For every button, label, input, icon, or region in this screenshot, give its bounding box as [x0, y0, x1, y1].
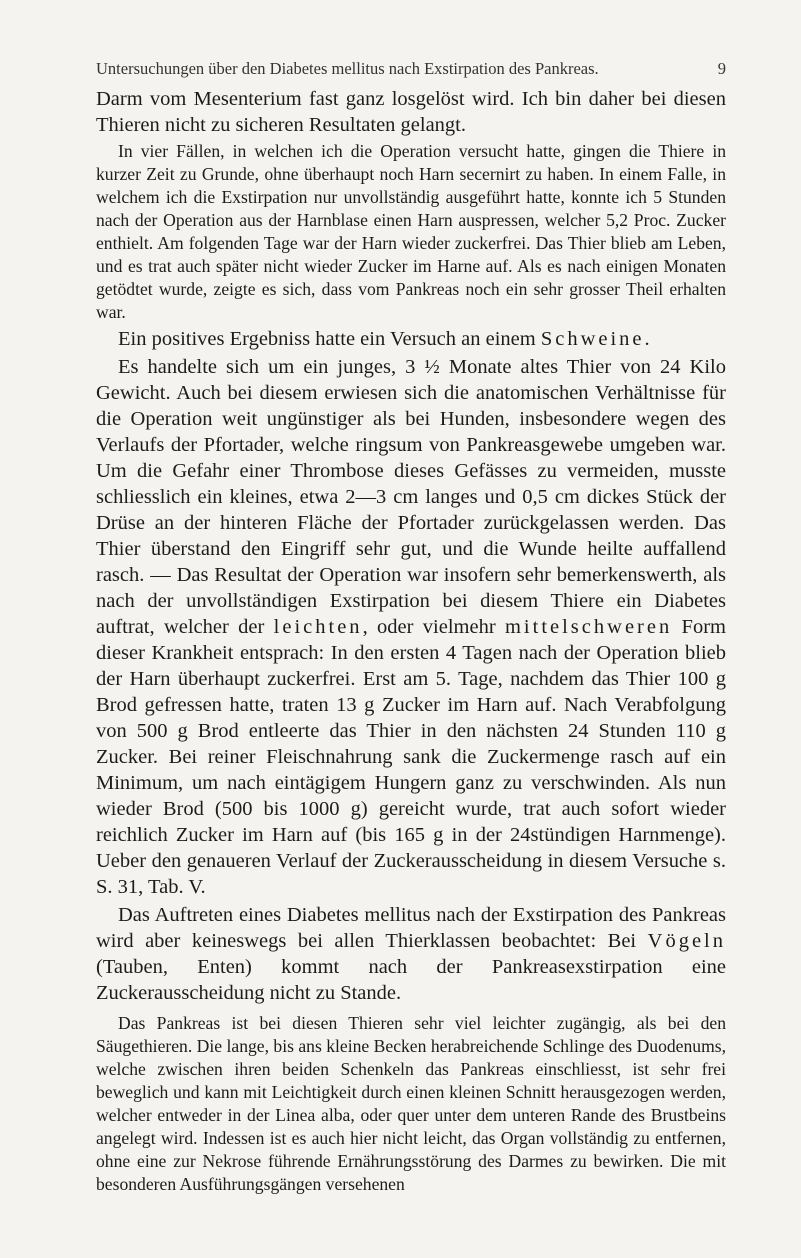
- p4-text-a: Es handelte sich um ein junges, 3 ½ Monate altes Thier von 24 Kilo Gewicht. Auch bei diesem erwiesen sich die anatomischen Verhältnisse für die Operation weit ungünstiger als bei Hunden, insbesondere wegen des Verlaufs der Pfortader, welche ringsum von Pankreasgewebe umgeben war. Um die Gefahr einer Thrombose dieses Gefässes zu vermeiden, musste schliesslich ein kleines, etwa 2—3 cm langes und 0,5 cm dickes Stück der Drüse an der hinteren Fläche der Pfortader zurückgelassen werden. Das Thier überstand den Eingriff sehr gut, und die Wunde heilte auffallend rasch. — Das Resultat der Operation war insofern sehr bemerkenswerth, als nach der unvollständigen Exstirpation bei diesem Thiere ein Diabetes auftrat, welcher der: [96, 356, 726, 638]
- paragraph-2: In vier Fällen, in welchen ich die Operation versucht hatte, gingen die Thiere in kurzer Zeit zu Grunde, ohne überhaupt noch Harn secernirt zu haben. In einem Falle, in welchem ich die Exstirpation nur unvollständig ausgeführt hatte, konnte ich 5 Stunden nach der Operation aus der Harnblase einen Harn auspressen, welcher 5,2 Proc. Zucker enthielt. Am folgenden Tage war der Harn wieder zuckerfrei. Das Thier blieb am Leben, und es trat auch später nicht wieder Zucker im Harne auf. Als es nach einigen Monaten getödtet wurde, zeigte es sich, dass vom Pankreas noch ein sehr grosser Theil erhalten war.: [96, 141, 726, 322]
- p5-text-b: (Tauben, Enten) kommt nach der Pankreasexstirpation eine Zuckerausscheidung nicht zu Stande.: [96, 956, 726, 1004]
- p3-spaced-word: Schweine: [540, 328, 645, 350]
- paragraph-1: Darm vom Mesenterium fast ganz losgelöst wird. Ich bin daher bei diesen Thieren nicht zu sicheren Resultaten gelangt.: [96, 88, 726, 136]
- paragraph-5: [96, 902, 726, 1006]
- p3-text-b: .: [644, 328, 650, 350]
- p4-spaced-mittelschweren: mittelschweren: [504, 616, 673, 638]
- paragraph-4: [96, 354, 726, 900]
- p5-text-a: Das Auftreten eines Diabetes mellitus nach der Exstirpation des Pankreas wird aber keineswegs bei allen Thierklassen beobachtet: Bei: [96, 904, 726, 952]
- paragraph-6: Das Pankreas ist bei diesen Thieren sehr viel leichter zugängig, als bei den Säugethieren. Die lange, bis ans kleine Becken herabreichende Schlinge des Duodenums, welche zwischen ihren beiden Schenkeln das Pankreas einschliesst, ist sehr frei beweglich und kann mit Leichtigkeit durch einen kleinen Schnitt herausgezogen werden, welcher entweder in der Linea alba, oder quer unter dem unteren Rande des Brustbeins angelegt wird. Indessen ist es auch hier nicht leicht, das Organ vollständig zu entfernen, ohne eine zur Nekrose führende Ernährungsstörung des Darmes zu bewirken. Die mit besonderen Ausführungsgängen versehenen: [96, 1013, 726, 1194]
- p4-spaced-leichten: leichten: [273, 616, 363, 638]
- paragraph-3: [96, 326, 726, 352]
- p4-text-c: Form dieser Krankheit entsprach: In den ersten 4 Tagen nach der Operation blieb der Harn überhaupt zuckerfrei. Erst am 5. Tage, nachdem das Thier 100 g Brod gefressen hatte, traten 13 g Zucker im Harn auf. Nach Verabfolgung von 500 g Brod entleerte das Thier in den nächsten 24 Stunden 110 g Zucker. Bei reiner Fleischnahrung sank die Zuckermenge rasch auf ein Minimum, um nach eintägigem Hungern ganz zu verschwinden. Als nun wieder Brod (500 bis 1000 g) gereicht wurde, trat auch sofort wieder reichlich Zucker im Harn auf (bis 165 g in der 24stündigen Harnmenge). Ueber den genaueren Verlauf der Zuckerausscheidung in diesem Versuche s. S. 31, Tab. V.: [96, 616, 726, 898]
- running-title: Untersuchungen über den Diabetes mellitus nach Exstirpation des Pankreas.: [96, 59, 599, 78]
- page-number: 9: [717, 59, 726, 78]
- p4-text-b: , oder vielmehr: [362, 616, 505, 638]
- p5-spaced-voegeln: Vögeln: [647, 930, 726, 952]
- p3-text-a: Ein positives Ergebniss hatte ein Versuch an einem: [118, 328, 541, 350]
- running-header: [96, 58, 726, 80]
- page-body: [96, 86, 726, 1196]
